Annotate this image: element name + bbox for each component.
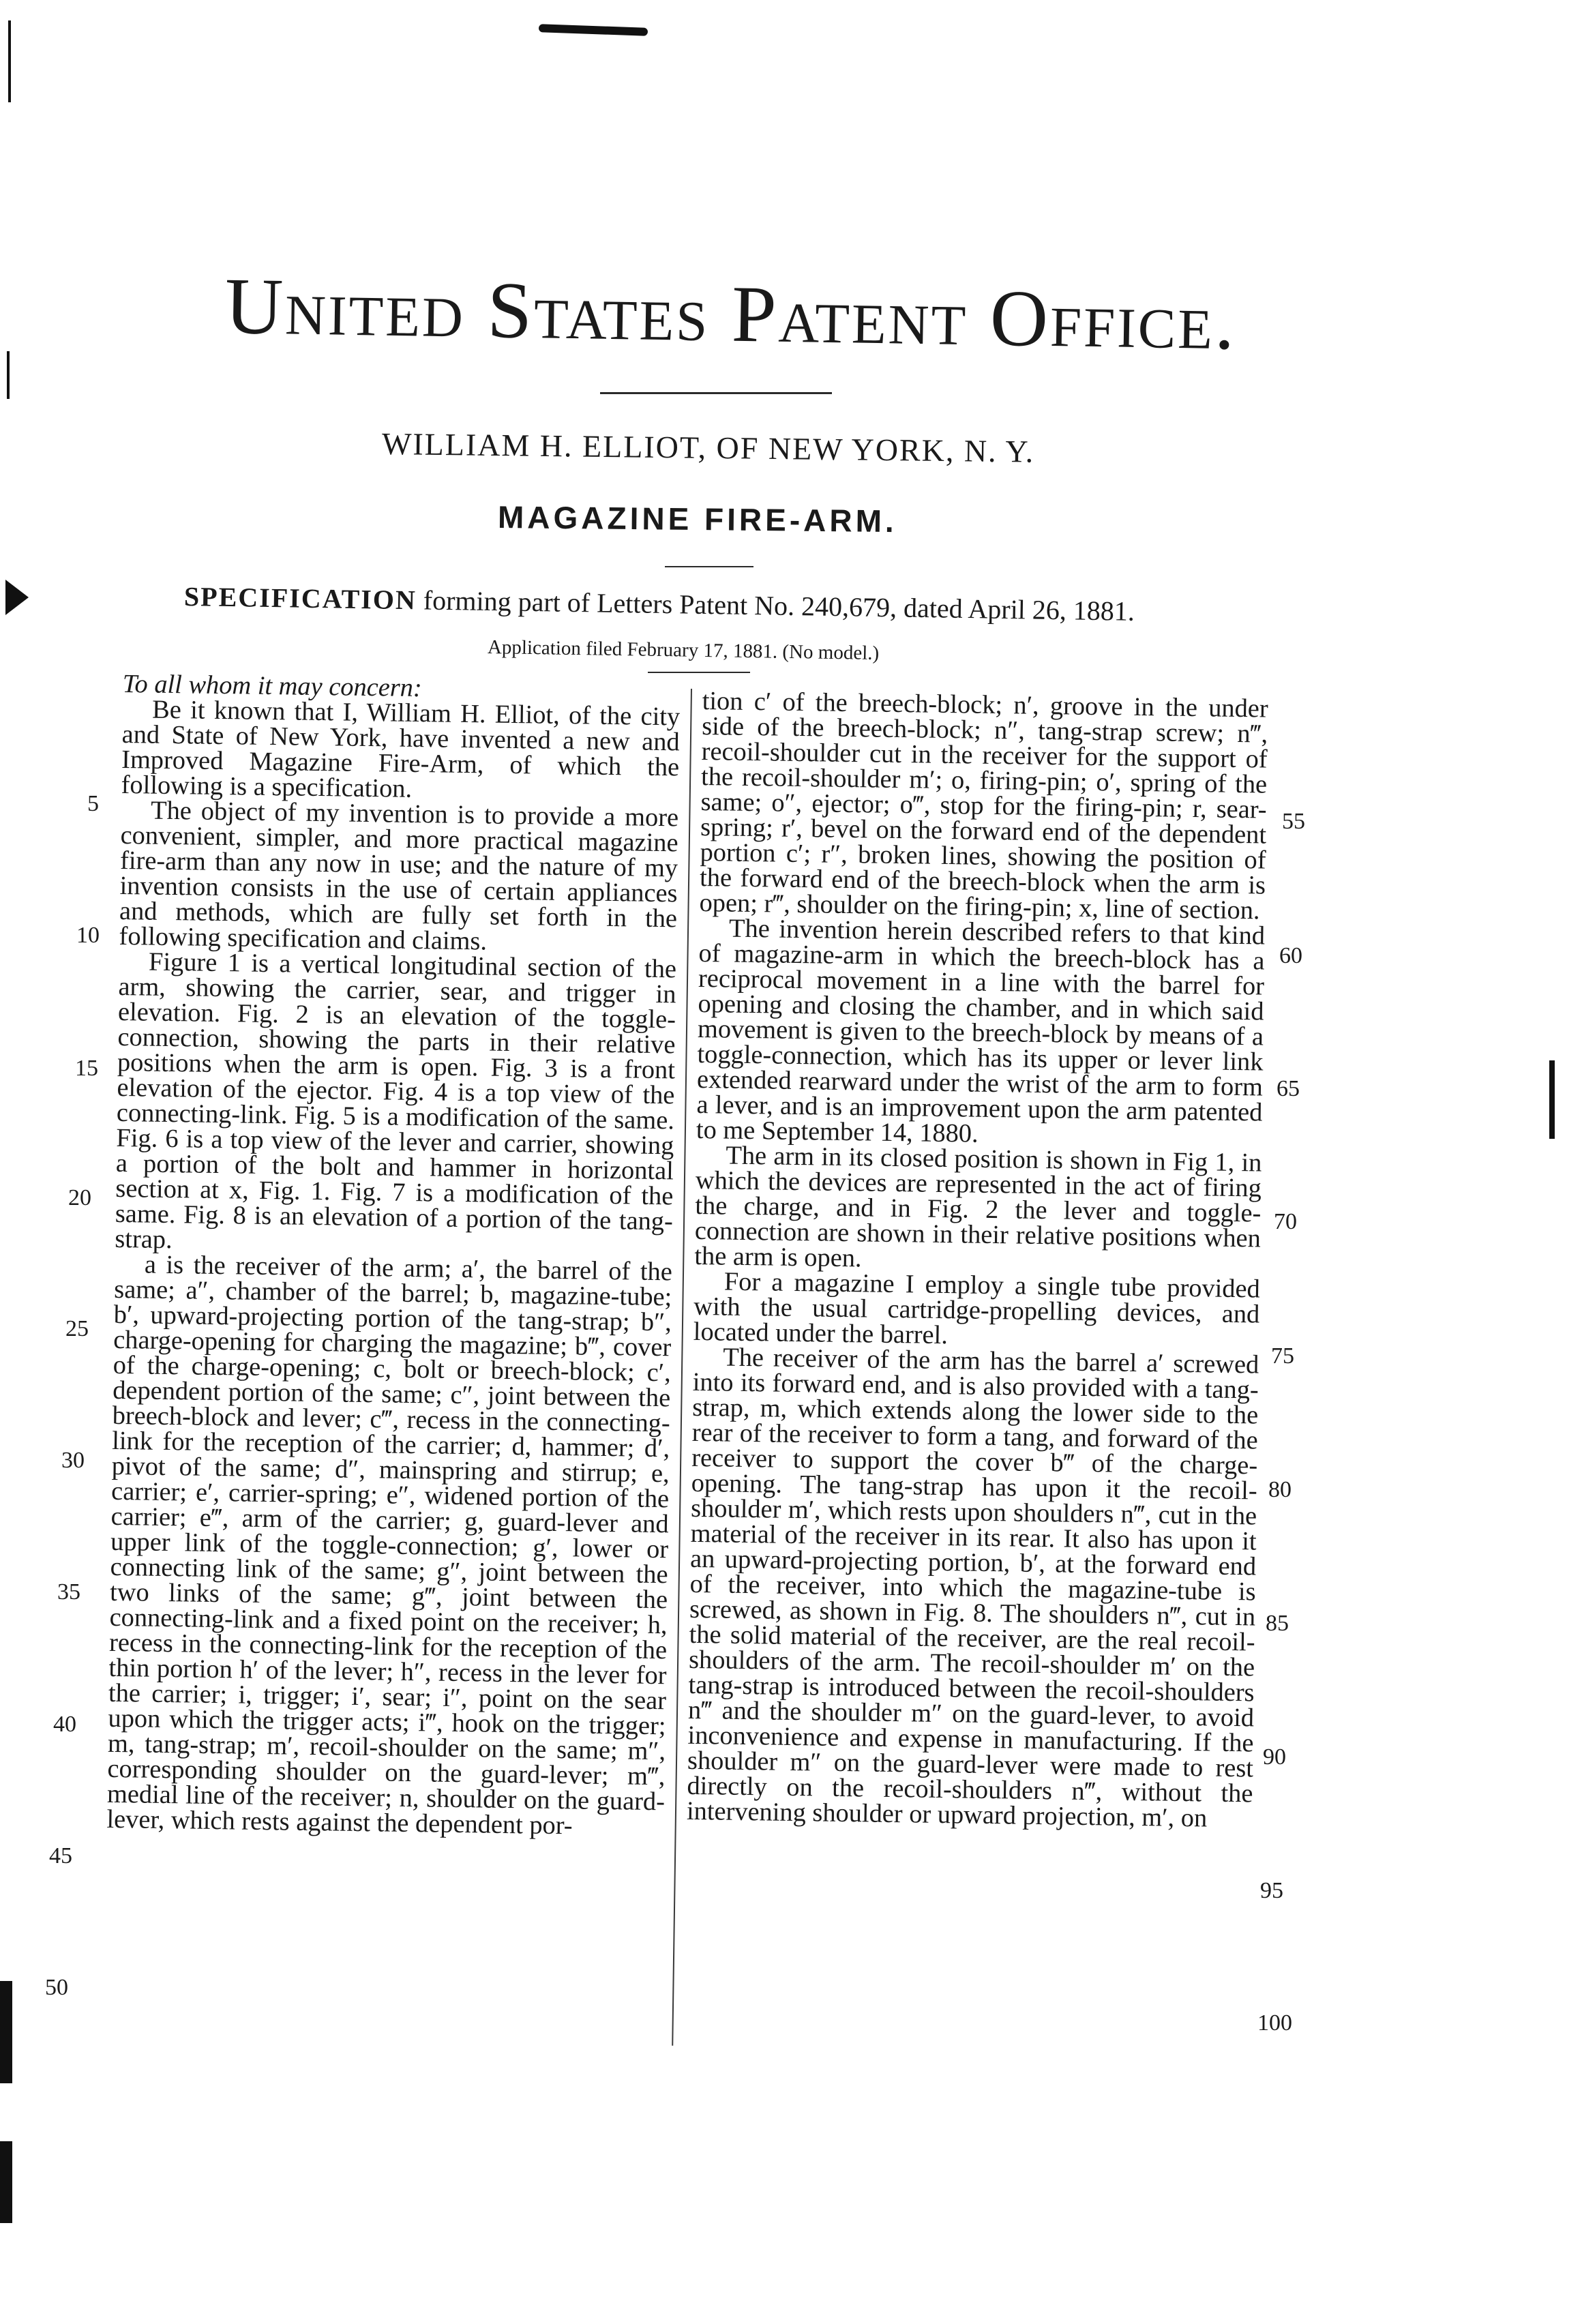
- right-column: [687, 689, 1268, 1832]
- left-column: [106, 672, 681, 1840]
- scan-mark-left-arrow: [5, 580, 29, 615]
- line-number: 40: [53, 1712, 76, 1737]
- line-number: 45: [49, 1843, 72, 1868]
- line-number: 75: [1271, 1343, 1294, 1369]
- line-number: 25: [65, 1316, 89, 1341]
- paragraph-intro: Be it known that I, William H. Elliot, of the city and State of New York, have invented a new and Improved Magazine Fire-Arm, of which the following is a specification.: [121, 695, 681, 803]
- paragraph-figures: Figure 1 is a vertical longitudinal section of the arm, showing the carrier, sear, and trigger in elevation. Fig. 2 is an elevation of the toggle-connection, showing the parts in their relative positions when the arm is open. Fig. 3 is a front elevation of the ejector. Fig. 4 is a top view of the connecting-link. Fig. 5 is a modification of the same. Fig. 6 is a top view of the lever and carrier, showing a portion of the bolt and hammer in horizontal section at x, Fig. 1. Fig. 7 is a modification of the same. Fig. 8 is an elevation of a portion of the tang-strap.: [115, 947, 677, 1255]
- line-number: 5: [87, 791, 99, 816]
- specification-lead: SPECIFICATION: [183, 581, 417, 616]
- line-number: 85: [1266, 1611, 1289, 1636]
- application-filed-line: Application filed February 17, 1881. (No model.): [487, 636, 880, 665]
- scan-mark-right: [1549, 1060, 1555, 1139]
- line-number: 20: [68, 1185, 91, 1210]
- paragraph-invention-kind: The invention herein described refers to that kind of magazine-arm in which the breech-block has a reciprocal movement in a line with the barrel for opening and closing the chamber, and in which said movement is given to the breech-block by means of a toggle-connection, which has its upper or lever link extended rearward under the wrist of the arm to form a lever, and is an improvement upon the arm patented to me September 14, 1880.: [696, 914, 1266, 1148]
- line-number: 65: [1277, 1076, 1300, 1101]
- paragraph-receiver: The receiver of the arm has the barrel a′ screwed into its forward end, and is also provided with a tang-strap, m, which extends along the lower side to the rear of the receiver to form a tang, and forward of the receiver to support the cover b‴ of the charge-opening. The tang-strap has upon it the recoil-shoulder m′, which rests upon shoulders n‴, cut in the material of the receiver in its rear. It also has upon it an upward-projecting portion, b′, at the forward end of the receiver, into which the magazine-tube is screwed, as shown in Fig. 8. The shoulders n‴, cut in the solid material of the receiver, are the real recoil-shoulders of the arm. The recoil-shoulder m′ on the tang-strap is introduced between the recoil-shoulders n‴ and the shoulder m″ on the guard-lever, to avoid inconvenience and expense in manufacturing. If the shoulder m″ on the guard-lever were made to rest directly on the recoil-shoulders n‴, without the intervening shoulder or upward projection, m′, on: [686, 1343, 1259, 1833]
- paragraph-reference-letters-cont: tion c′ of the breech-block; n′, groove in the under side of the breech-block; n″, tang-strap screw; n‴, recoil-shoulder cut in the receiver for the support of the recoil-shoulder m′; o, firing-pin; o′, spring of the same; o″, ejector; o‴, stop for the firing-pin; r, sear-spring; r′, bevel on the forward end of the dependent portion c′; r″, broken lines, showing the position of the forward end of the breech-block when the arm is open; r‴, shoulder on the firing-pin; x, line of section.: [699, 687, 1268, 925]
- line-number: 70: [1274, 1209, 1297, 1234]
- scan-mark-left-top: [8, 20, 11, 102]
- line-number: 50: [45, 1975, 68, 2000]
- line-number: 15: [75, 1056, 98, 1081]
- salutation: To all whom it may concern:: [122, 670, 422, 703]
- filed-rule: [648, 672, 750, 673]
- scan-mark-left-bracket: [7, 351, 10, 399]
- line-number: 30: [61, 1448, 85, 1473]
- line-number: 80: [1268, 1477, 1292, 1502]
- paragraph-object: The object of my invention is to provide a more convenient, simpler, and more practical magazine fire-arm than any now in use; and the nature of my invention consists in the use of certain appliances and methods, which are fully set forth in the following specification and claims.: [119, 796, 679, 956]
- scan-mark-left-bottom-2: [0, 2141, 12, 2223]
- title-rule: [600, 392, 832, 394]
- scan-mark-top: [539, 24, 648, 36]
- scan-mark-left-bottom-1: [0, 1981, 12, 2083]
- line-number: 55: [1282, 809, 1305, 834]
- specification-text: forming part of Letters Patent No. 240,679, dated April 26, 1881.: [423, 584, 1135, 627]
- line-number: 90: [1263, 1744, 1286, 1770]
- invention-title: MAGAZINE FIRE-ARM.: [497, 499, 897, 539]
- inventor-line: WILLIAM H. ELLIOT, OF NEW YORK, N. Y.: [381, 426, 1035, 469]
- line-number: 95: [1260, 1878, 1283, 1903]
- line-number: 60: [1279, 943, 1302, 968]
- patent-office-title: United States Patent Office.: [224, 261, 1238, 367]
- paragraph-closed-position: The arm in its closed position is shown in Fig 1, in which the devices are represented in the act of firing the charge, and in Fig. 2 the lever and toggle-connection are shown in their relative positions when the arm is open.: [694, 1141, 1262, 1273]
- specification-line: [184, 583, 1135, 625]
- line-number: 10: [76, 923, 100, 948]
- line-number: 35: [57, 1579, 80, 1605]
- paragraph-reference-letters: a is the receiver of the arm; a′, the barrel of the same; a″, chamber of the barrel; b, magazine-tube; b′, upward-projecting portion of the tang-strap; b″, charge-opening for charging the magazine; b‴, cover of the charge-opening; c, bolt or breech-block; c′, dependent portion of the same; c″, joint between the breech-block and lever; c‴, recess in the connecting-link for the reception of the carrier; d, hammer; d′, pivot of the same; d″, mainspring and stirrup; e, carrier; e′, carrier-spring; e″, widened portion of the carrier; e‴, arm of the carrier; g, guard-lever and upper link of the toggle-connection; g′, lower or connecting link of the same; g″, joint between the two links of the same; g‴, joint between the connecting-link and a fixed point on the receiver; h, recess in the connecting-link for the reception of the thin portion h′ of the lever; h″, recess in the lever for the carrier; i, trigger; i′, sear; i″, point on the sear upon which the trigger acts; i‴, hook on the trigger; m, tang-strap; m′, recoil-shoulder on the same; m″, corresponding shoulder on the guard-lever; m‴, medial line of the receiver; n, shoulder on the guard-lever, which rests against the dependent por-: [106, 1250, 673, 1841]
- paragraph-magazine: For a magazine I employ a single tube provided with the usual cartridge-propelling devices, and located under the barrel.: [693, 1267, 1261, 1350]
- spec-rule: [665, 566, 753, 567]
- line-number: 100: [1257, 2010, 1292, 2036]
